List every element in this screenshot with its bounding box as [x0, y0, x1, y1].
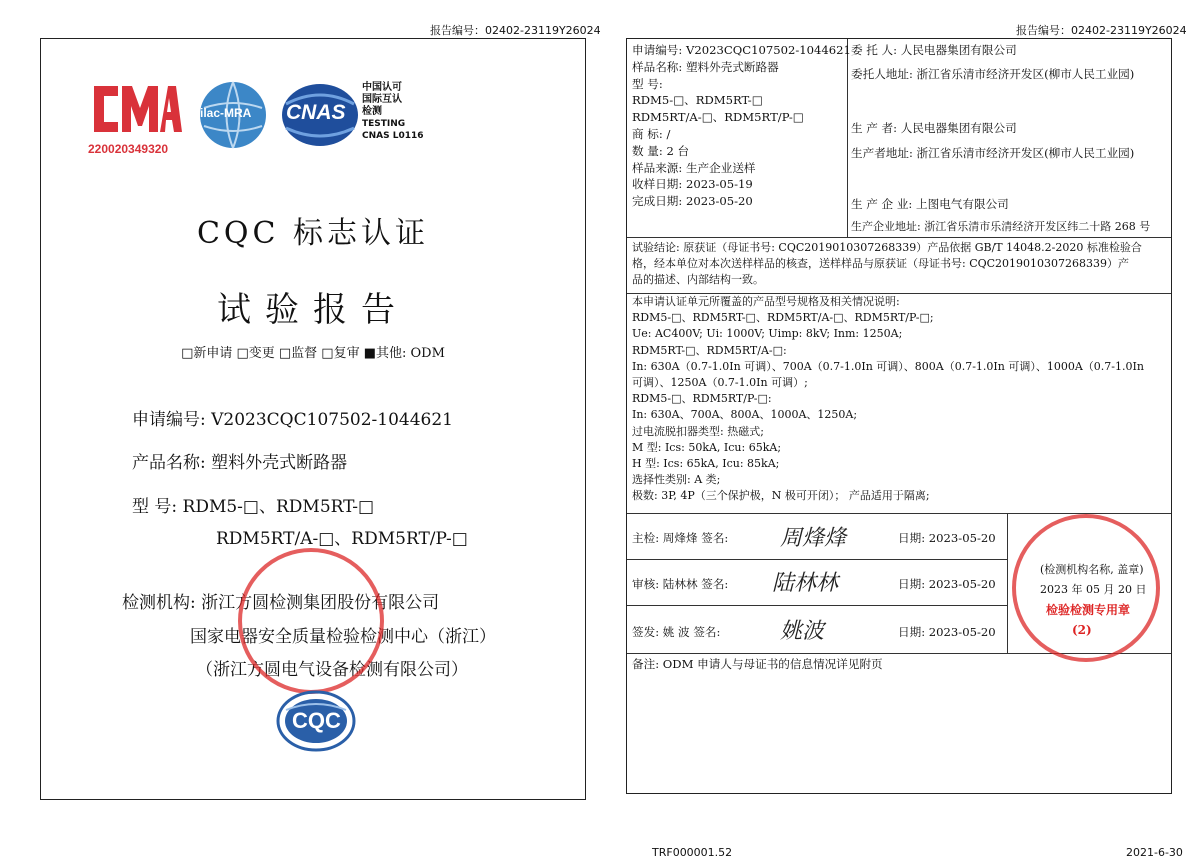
- cover-product-name: 产品名称: 塑料外壳式断路器: [132, 453, 348, 473]
- scope-line: H 型: Ics: 65kA, Icu: 85kA;: [632, 457, 780, 471]
- cover-title-line1: CQC 标志认证: [196, 216, 430, 251]
- divider-signature-stamp: [1007, 513, 1008, 653]
- cma-number: 220020349320: [88, 142, 169, 156]
- cover-title-line2: 试验报告: [217, 290, 409, 330]
- divider-sign-row1: [627, 559, 1007, 560]
- detail-sample-source: 样品来源: 生产企业送样: [632, 160, 756, 175]
- issuer-label: 签发: 姚 波 签名:: [632, 625, 721, 639]
- divider-info-conclusion: [627, 237, 1171, 238]
- remark: 备注: ODM 申请人与母证书的信息情况详见附页: [632, 657, 883, 671]
- scope-line: 过电流脱扣器类型: 热磁式;: [632, 424, 764, 438]
- scope-line: Ue: AC400V; Ui: 1000V; Uimp: 8kV; Inm: 1250A;: [632, 327, 903, 341]
- cnas-cn-line1: 中国认可: [362, 82, 402, 93]
- detail-quantity: 数 量: 2 台: [632, 143, 690, 158]
- scope-line: 本申请认证单元所覆盖的产品型号规格及相关情况说明:: [632, 295, 900, 308]
- cover-model-line1: 型 号: RDM5-□、RDM5RT-□: [132, 497, 375, 517]
- scope-line: 极数: 3P, 4P（三个保护极，N 极可开闭）； 产品适用于隔离;: [632, 489, 930, 503]
- cnas-logo: [280, 82, 430, 148]
- scope-line: M 型: Ics: 50kA, Icu: 65kA;: [632, 440, 782, 454]
- conclusion-line1: 试验结论: 原获证（母证书号: CQC2019010307268339）产品依据 GB/T 14048.2-2020 标准检验合: [632, 241, 1142, 254]
- cnas-en-line1: TESTING: [362, 119, 406, 129]
- cqc-logo: [276, 690, 356, 752]
- cover-model-line2: RDM5RT/A-□、RDM5RT/P-□: [216, 529, 468, 549]
- detail-model-label: 型 号:: [632, 76, 663, 91]
- detail-sample-name: 样品名称: 塑料外壳式断路器: [632, 59, 779, 74]
- stamp-date: 2023 年 05 月 20 日: [1040, 583, 1147, 596]
- detail-received-date: 收样日期: 2023-05-19: [632, 177, 753, 192]
- reviewer-label: 审核: 陆林林 签名:: [632, 577, 729, 591]
- cnas-en-line2: CNAS L0116: [362, 131, 424, 141]
- conclusion-line3: 品的描述、内部结构一致。: [632, 272, 764, 286]
- scope-line: 选择性类别: A 类;: [632, 473, 721, 487]
- scope-line: 可调）、1250A（0.7-1.0In 可调）;: [632, 376, 808, 390]
- scope-line: RDM5RT-□、RDM5RT/A-□:: [632, 343, 787, 357]
- scope-description: [632, 294, 1144, 505]
- cnas-cn-line3: 检测: [362, 106, 382, 117]
- ilac-text: ilac-MRA: [200, 106, 252, 120]
- scope-line: RDM5-□、RDM5RT-□、RDM5RT/A-□、RDM5RT/P-□;: [632, 311, 934, 325]
- cma-logo: [88, 78, 183, 156]
- stamp-note: (检测机构名称, 盖章): [1040, 563, 1144, 576]
- detail-factory-address: 生产企业地址: 浙江省乐清市乐清经济开发区纬二十路 268 号: [851, 220, 1151, 233]
- detail-manufacturer: 生 产 者: 人民电器集团有限公司: [851, 121, 1017, 135]
- issuer-date: 日期: 2023-05-20: [898, 625, 996, 639]
- divider-sign-row2: [627, 605, 1007, 606]
- cover-testing-org-line2: 国家电器安全质量检验检测中心（浙江）: [190, 627, 496, 647]
- detail-model-1: RDM5-□、RDM5RT-□: [632, 93, 763, 108]
- conclusion-line2: 格，经本单位对本次送样样品的核查，送样样品与原获证（母证书号: CQC2019010307268339）产: [632, 256, 1130, 270]
- ilac-mra-logo: [198, 80, 268, 150]
- application-type-checkboxes: □新申请 □变更 □监督 □复审 ■其他: ODM: [181, 346, 445, 361]
- scope-line: In: 630A（0.7-1.0In 可调）、700A（0.7-1.0In 可调）、800A（0.7-1.0In 可调）、1000A（0.7-1.0In: [632, 359, 1144, 373]
- stamp-number: (2): [1072, 623, 1092, 637]
- detail-factory: 生 产 企 业: 上图电气有限公司: [851, 197, 1009, 211]
- cnas-cn-line2: 国际互认: [362, 94, 402, 105]
- scope-line: In: 630A、700A、800A、1000A、1250A;: [632, 408, 858, 422]
- reviewer-signature: 陆林林: [772, 571, 839, 596]
- report-number-left: 报告编号：02402-23119Y26024: [430, 24, 601, 37]
- cqc-text: CQC: [292, 708, 341, 733]
- detail-manufacturer-address: 生产者地址: 浙江省乐清市经济开发区(柳市人民工业园): [851, 146, 1135, 160]
- main-tester-signature: 周烽烽: [780, 526, 847, 551]
- detail-client-address: 委托人地址: 浙江省乐清市经济开发区(柳市人民工业园): [851, 67, 1135, 81]
- main-tester-label: 主检: 周烽烽 签名:: [632, 531, 729, 545]
- cover-testing-org-line3: （浙江方圆电气设备检测有限公司）: [196, 660, 468, 680]
- reviewer-date: 日期: 2023-05-20: [898, 577, 996, 591]
- detail-application-no: 申请编号: V2023CQC107502-1044621: [632, 43, 851, 57]
- detail-trademark: 商 标: /: [632, 126, 671, 141]
- scope-line: RDM5-□、RDM5RT/P-□:: [632, 392, 772, 406]
- cover-application-no: 申请编号: V2023CQC107502-1044621: [132, 410, 453, 430]
- form-code: TRF000001.52: [652, 846, 733, 859]
- detail-client: 委 托 人: 人民电器集团有限公司: [851, 43, 1017, 57]
- main-tester-date: 日期: 2023-05-20: [898, 531, 996, 545]
- report-number-right: 报告编号：02402-23119Y26024: [1016, 24, 1187, 37]
- issuer-signature: 姚波: [780, 619, 825, 644]
- cover-testing-org-line1: 检测机构: 浙江方圆检测集团股份有限公司: [122, 593, 440, 613]
- testing-seal-stamp-left: [238, 548, 384, 694]
- stamp-text: 检验检测专用章: [1046, 603, 1131, 617]
- detail-completed-date: 完成日期: 2023-05-20: [632, 194, 753, 209]
- form-date: 2021-6-30: [1126, 846, 1183, 859]
- detail-model-2: RDM5RT/A-□、RDM5RT/P-□: [632, 110, 804, 125]
- cma-logo-mark: [88, 78, 183, 140]
- cnas-text: CNAS: [286, 101, 346, 124]
